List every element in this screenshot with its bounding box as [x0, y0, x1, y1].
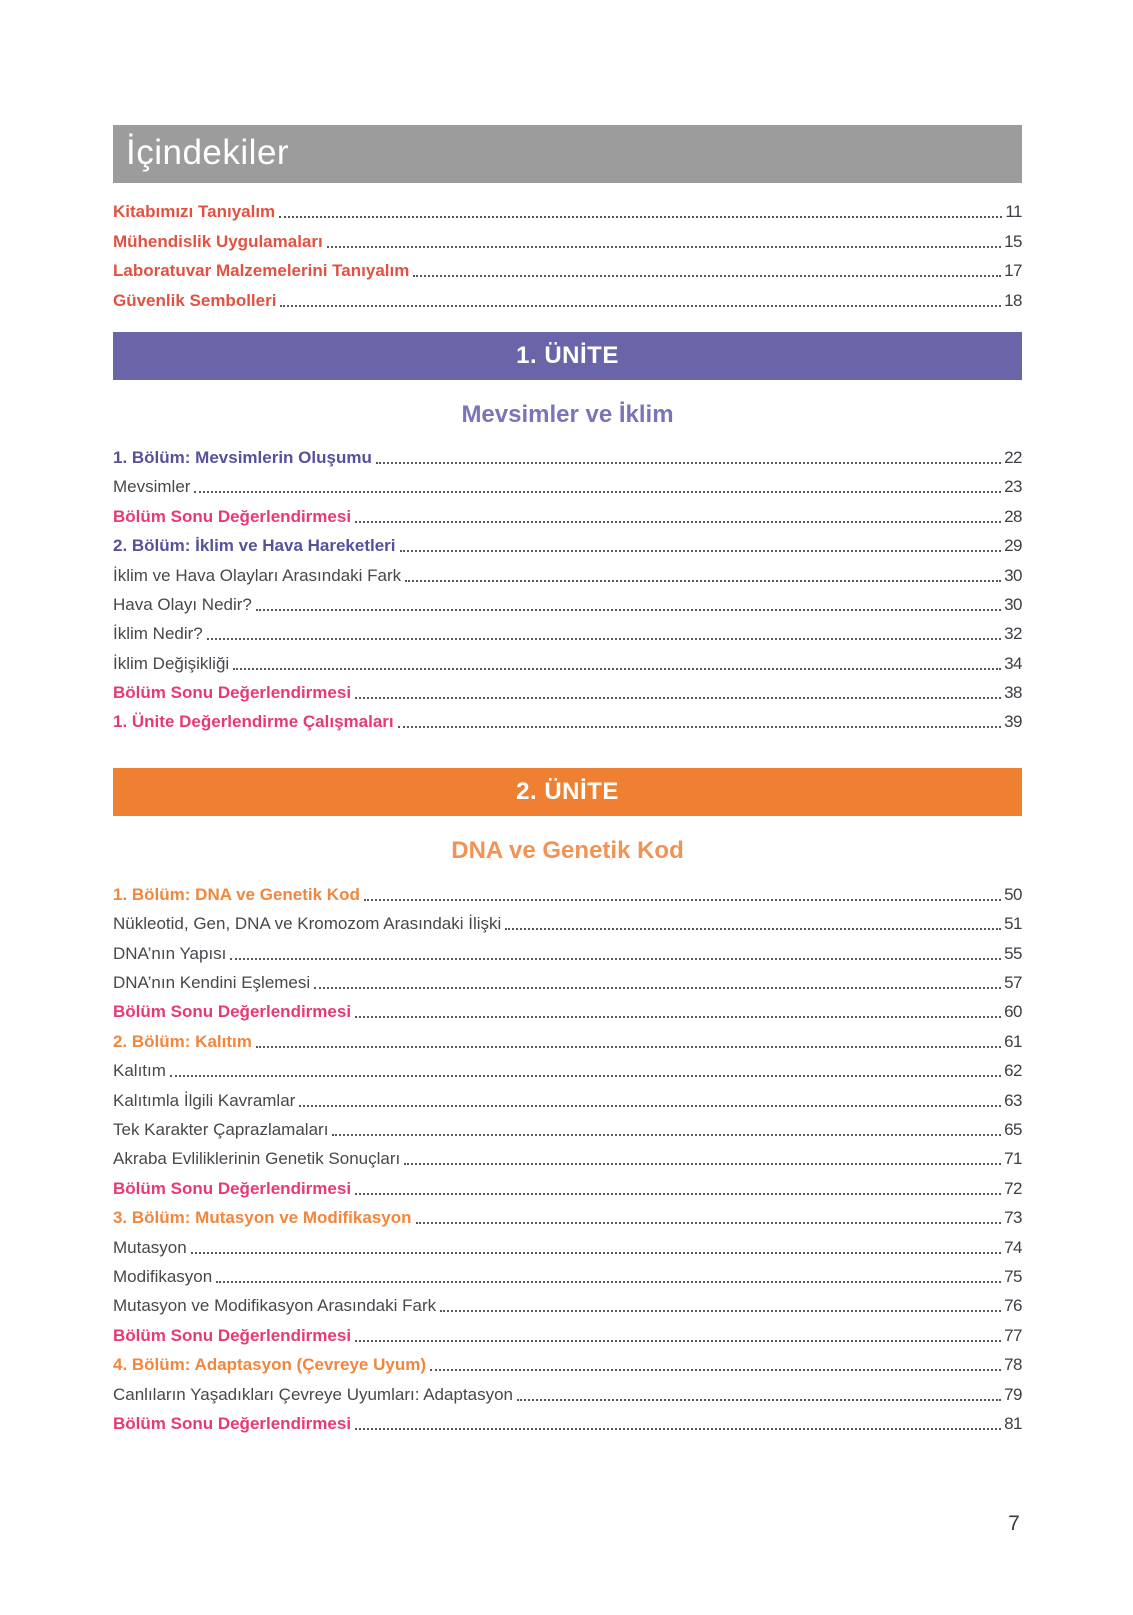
entry-page-number: 63 — [1004, 1090, 1022, 1110]
toc-entry — [113, 1290, 1022, 1319]
toc-entry — [113, 878, 1022, 907]
toc-content — [113, 125, 1022, 1437]
entry-label: Akraba Evliliklerinin Genetik Sonuçları — [113, 1149, 401, 1169]
toc-entry — [113, 677, 1022, 706]
entry-label: Kalıtım — [113, 1061, 166, 1081]
entry-page-number: 73 — [1004, 1208, 1022, 1228]
entry-page-number: 79 — [1004, 1384, 1022, 1404]
entry-label: İklim Nedir? — [113, 624, 203, 644]
dotted-leader — [404, 1163, 1001, 1165]
entry-label: 1. Ünite Değerlendirme Çalışmaları — [113, 712, 394, 732]
entry-label: Mevsimler — [113, 477, 191, 497]
entry-page-number: 71 — [1004, 1149, 1022, 1169]
unit-section — [113, 332, 1022, 736]
dotted-leader — [194, 491, 1001, 493]
dotted-leader — [355, 1428, 1001, 1430]
entry-label: Kalıtımla İlgili Kavramlar — [113, 1090, 296, 1110]
entry-page-number: 30 — [1004, 594, 1022, 614]
dotted-leader — [517, 1399, 1001, 1401]
toc-entry — [113, 1349, 1022, 1378]
toc-entry — [113, 706, 1022, 735]
toc-entry — [113, 225, 1022, 254]
toc-entry — [113, 1319, 1022, 1348]
entry-page-number: 62 — [1004, 1061, 1022, 1081]
dotted-leader — [376, 462, 1001, 464]
dotted-leader — [327, 246, 1001, 248]
dotted-leader — [400, 550, 1002, 552]
unit-entries — [113, 878, 1022, 1436]
entry-page-number: 39 — [1004, 712, 1022, 732]
entry-page-number: 78 — [1004, 1355, 1022, 1375]
dotted-leader — [332, 1134, 1001, 1136]
dotted-leader — [256, 609, 1001, 611]
entry-page-number: 77 — [1004, 1325, 1022, 1345]
toc-entry — [113, 1084, 1022, 1113]
unit-heading: Mevsimler ve İklim — [461, 400, 674, 428]
entry-page-number: 17 — [1004, 261, 1022, 281]
dotted-leader — [299, 1105, 1001, 1107]
entry-label: Canlıların Yaşadıkları Çevreye Uyumları: Adaptasyon — [113, 1384, 514, 1404]
units-container — [113, 332, 1022, 1437]
toc-entry — [113, 1202, 1022, 1231]
entry-label: Bölüm Sonu Değerlendirmesi — [113, 1325, 352, 1345]
toc-entry — [113, 908, 1022, 937]
dotted-leader — [191, 1252, 1001, 1254]
entry-label: Güvenlik Sembolleri — [113, 290, 277, 310]
toc-entry — [113, 937, 1022, 966]
entry-label: Bölüm Sonu Değerlendirmesi — [113, 506, 352, 526]
dotted-leader — [355, 1016, 1001, 1018]
dotted-leader — [355, 521, 1001, 523]
entry-label: Bölüm Sonu Değerlendirmesi — [113, 1002, 352, 1022]
dotted-leader — [398, 726, 1001, 728]
toc-entry — [113, 1261, 1022, 1290]
dotted-leader — [413, 275, 1001, 277]
entry-label: Mutasyon — [113, 1237, 187, 1257]
entry-label: Nükleotid, Gen, DNA ve Kromozom Arasındaki İlişki — [113, 914, 502, 934]
toc-entry — [113, 471, 1022, 500]
entry-page-number: 28 — [1004, 506, 1022, 526]
toc-entry — [113, 647, 1022, 676]
entry-page-number: 50 — [1004, 884, 1022, 904]
entry-label: Kitabımızı Tanıyalım — [113, 202, 276, 222]
entry-label: Mühendislik Uygulamaları — [113, 231, 323, 251]
entry-label: Mutasyon ve Modifikasyon Arasındaki Fark — [113, 1296, 437, 1316]
entry-page-number: 32 — [1004, 624, 1022, 644]
unit-heading: DNA ve Genetik Kod — [451, 837, 684, 865]
dotted-leader — [216, 1281, 1001, 1283]
entry-page-number: 29 — [1004, 536, 1022, 556]
entry-page-number: 23 — [1004, 477, 1022, 497]
toc-entry — [113, 1378, 1022, 1407]
dotted-leader — [416, 1222, 1002, 1224]
entry-page-number: 75 — [1004, 1266, 1022, 1286]
entry-page-number: 81 — [1004, 1413, 1022, 1433]
toc-entry — [113, 1114, 1022, 1143]
unit-entries — [113, 442, 1022, 736]
dotted-leader — [355, 1193, 1001, 1195]
toc-entry — [113, 442, 1022, 471]
entry-label: Laboratuvar Malzemelerini Tanıyalım — [113, 261, 410, 281]
entry-label: DNA’nın Kendini Eşlemesi — [113, 973, 311, 993]
titlebar — [113, 125, 1022, 183]
dotted-leader — [405, 580, 1001, 582]
toc-entry — [113, 559, 1022, 588]
entry-label: 2. Bölüm: İklim ve Hava Hareketleri — [113, 536, 396, 556]
toc-entry — [113, 1408, 1022, 1437]
entry-label: İklim ve Hava Olayları Arasındaki Fark — [113, 565, 402, 585]
toc-entry — [113, 996, 1022, 1025]
toc-entry — [113, 255, 1022, 284]
dotted-leader — [314, 987, 1001, 989]
toc-entry — [113, 500, 1022, 529]
entry-page-number: 76 — [1004, 1296, 1022, 1316]
dotted-leader — [430, 1369, 1001, 1371]
toc-entry — [113, 530, 1022, 559]
entry-page-number: 57 — [1004, 973, 1022, 993]
dotted-leader — [233, 668, 1001, 670]
dotted-leader — [364, 899, 1001, 901]
toc-entry — [113, 1172, 1022, 1201]
toc-entry — [113, 1231, 1022, 1260]
page-title: İçindekiler — [126, 133, 290, 172]
dotted-leader — [505, 928, 1001, 930]
toc-entry — [113, 618, 1022, 647]
dotted-leader — [355, 697, 1001, 699]
front-matter-list — [113, 196, 1022, 314]
entry-page-number: 18 — [1004, 290, 1022, 310]
entry-label: 3. Bölüm: Mutasyon ve Modifikasyon — [113, 1208, 412, 1228]
toc-entry — [113, 967, 1022, 996]
entry-page-number: 11 — [1005, 202, 1022, 222]
entry-label: İklim Değişikliği — [113, 653, 230, 673]
entry-page-number: 51 — [1004, 914, 1022, 934]
toc-entry — [113, 1143, 1022, 1172]
entry-label: 1. Bölüm: Mevsimlerin Oluşumu — [113, 447, 372, 467]
dotted-leader — [170, 1075, 1001, 1077]
unit-banner: 2. ÜNİTE — [113, 768, 1022, 816]
entry-page-number: 22 — [1004, 447, 1022, 467]
unit-section — [113, 768, 1022, 1436]
toc-entry — [113, 196, 1022, 225]
dotted-leader — [230, 958, 1001, 960]
entry-label: Tek Karakter Çaprazlamaları — [113, 1119, 329, 1139]
unit-banner: 1. ÜNİTE — [113, 332, 1022, 380]
entry-page-number: 74 — [1004, 1237, 1022, 1257]
entry-label: 4. Bölüm: Adaptasyon (Çevreye Uyum) — [113, 1355, 426, 1375]
entry-label: DNA’nın Yapısı — [113, 943, 227, 963]
entry-page-number: 55 — [1004, 943, 1022, 963]
dotted-leader — [280, 305, 1001, 307]
toc-entry — [113, 1055, 1022, 1084]
entry-label: Modifikasyon — [113, 1266, 213, 1286]
entry-page-number: 30 — [1004, 565, 1022, 585]
entry-page-number: 38 — [1004, 683, 1022, 703]
toc-entry — [113, 284, 1022, 313]
page-number: 7 — [1008, 1512, 1020, 1535]
entry-label: Bölüm Sonu Değerlendirmesi — [113, 683, 352, 703]
toc-entry — [113, 1025, 1022, 1054]
dotted-leader — [207, 638, 1001, 640]
entry-label: 1. Bölüm: DNA ve Genetik Kod — [113, 884, 360, 904]
entry-page-number: 72 — [1004, 1178, 1022, 1198]
entry-label: Hava Olayı Nedir? — [113, 594, 252, 614]
entry-label: Bölüm Sonu Değerlendirmesi — [113, 1413, 352, 1433]
entry-page-number: 15 — [1004, 231, 1022, 251]
dotted-leader — [355, 1340, 1001, 1342]
entry-page-number: 61 — [1004, 1031, 1022, 1051]
entry-page-number: 60 — [1004, 1002, 1022, 1022]
entry-label: Bölüm Sonu Değerlendirmesi — [113, 1178, 352, 1198]
entry-page-number: 65 — [1004, 1119, 1022, 1139]
entry-label: 2. Bölüm: Kalıtım — [113, 1031, 252, 1051]
toc-entry — [113, 589, 1022, 618]
dotted-leader — [440, 1310, 1001, 1312]
dotted-leader — [256, 1046, 1001, 1048]
entry-page-number: 34 — [1004, 653, 1022, 673]
dotted-leader — [279, 216, 1002, 218]
